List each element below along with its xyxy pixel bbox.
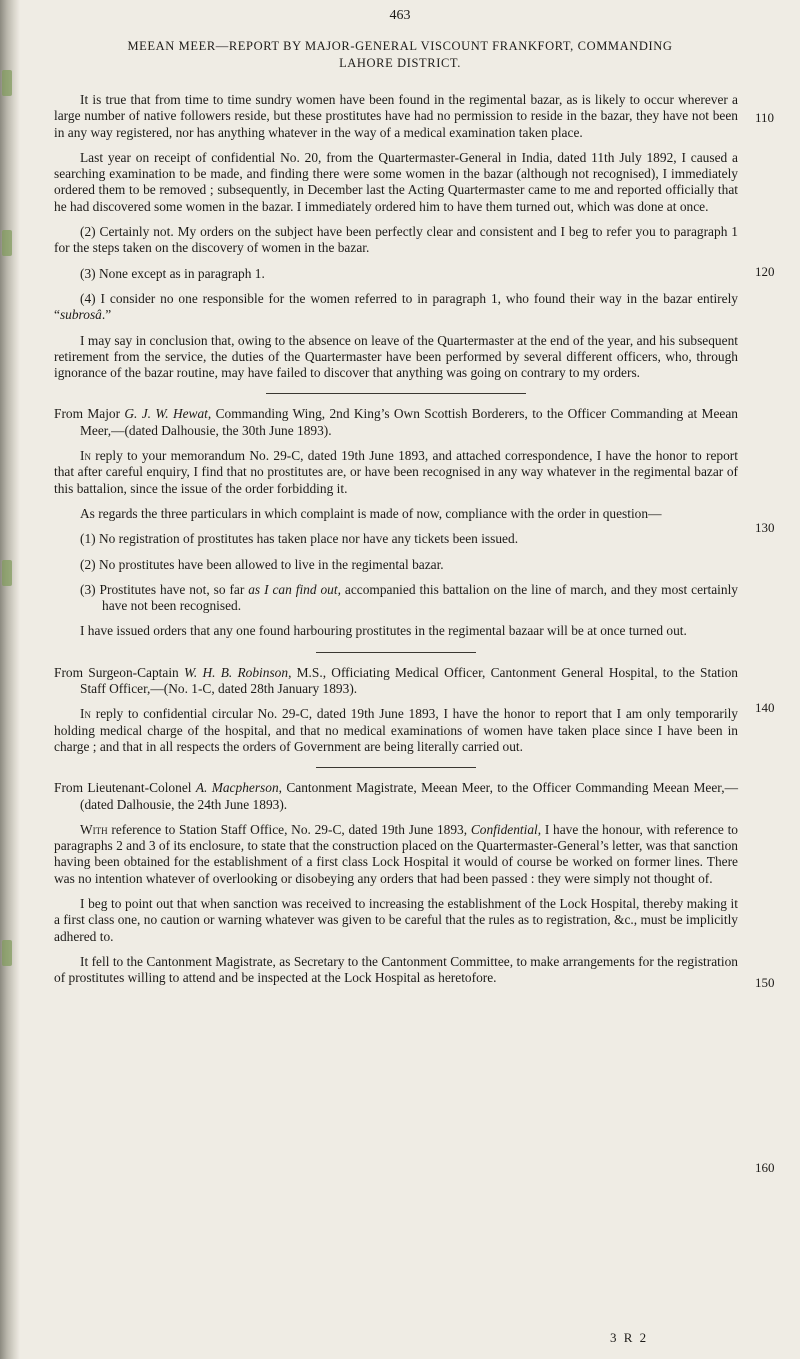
author-name: W. H. B. Robinson <box>183 664 289 680</box>
text-run: , Cantonment Magistrate, Meean Meer, to the Officer Commanding Meean Meer,—(dated Dalhousie, the 24th June 1893). <box>80 780 738 812</box>
margin-line-number: 130 <box>755 520 775 535</box>
text-run: From Lieutenant-Colonel <box>54 780 196 796</box>
text-run: .” <box>101 307 112 323</box>
paragraph <box>54 291 738 324</box>
text-run: (4) I consider no one responsible for the women referred to in paragraph 1, who found their way in the bazar entirely “ <box>54 290 738 323</box>
lead-word: In <box>80 448 91 464</box>
binding-mark <box>2 70 12 96</box>
lead-word: With <box>80 821 108 837</box>
lead-word: In <box>80 706 91 722</box>
italic-phrase: as I can find out, <box>248 581 341 597</box>
text-run: From Surgeon-Captain <box>54 664 184 680</box>
paragraph: It fell to the Cantonment Magistrate, as Secretary to the Cantonment Committee, to make arrangements for the registration of prostitutes willing to attend and be inspected at the Lock Hospital as heretofore. <box>54 953 738 986</box>
margin-line-number: 160 <box>755 1160 775 1175</box>
paragraph <box>54 822 738 887</box>
paragraph <box>54 706 738 755</box>
heading-line-2: LAHORE DISTRICT. <box>339 56 461 70</box>
binding-mark <box>2 230 12 256</box>
letter-header <box>54 406 738 439</box>
text-run: (3) Prostitutes have not, so far <box>80 581 249 597</box>
letter-header <box>54 665 738 698</box>
paragraph <box>54 448 738 497</box>
paragraph: As regards the three particulars in which complaint is made of now, compliance with the order in question— <box>80 505 662 521</box>
page-heading <box>40 38 760 72</box>
document-body <box>54 92 738 995</box>
binding-mark <box>2 940 12 966</box>
author-name: G. J. W. Hewat <box>124 406 208 422</box>
text-run: reply to confidential circular No. 29-C, dated 19th June 1893, I have the honor to report that I am only temporarily holding medical charge of the hospital, and that no medical examinations of women have taken place since I have been in charge ; and that in all respects the orders of Government are being literally carried out. <box>54 706 738 754</box>
text-run: reference to Station Staff Office, No. 29-C, dated 19th June 1893, <box>107 821 471 837</box>
paragraph: (3) None except as in paragraph 1. <box>80 265 265 281</box>
author-name: A. Macpherson <box>195 780 279 796</box>
binding-mark <box>2 560 12 586</box>
text-run: accompanied this battalion on the line of march, and they most certainly have not been recognised. <box>102 581 738 614</box>
list-item <box>54 582 738 615</box>
letter-header <box>54 780 738 813</box>
page-number: 463 <box>389 8 411 23</box>
list-item: (2) No prostitutes have been allowed to live in the regimental bazar. <box>80 556 444 572</box>
text-run: , Commanding Wing, 2nd King’s Own Scottish Borderers, to the Officer Commanding at Meean Meer,—(dated Dalhousie, the 30th June 1893). <box>80 406 738 438</box>
text-run: reply to your memorandum No. 29-C, dated 19th June 1893, and attached correspondence, I have the honor to report that after careful enquiry, I find that no prostitutes are, or have been recognised in any way whatever in the regimental bazar of this battalion, since the issue of the order forbidding it. <box>54 448 738 496</box>
text-run: , I have the honour, with reference to paragraphs 2 and 3 of its enclosure, to state that the construction placed on the Quartermaster-General’s letter, was that sanction having been obtained for the establishment of a first class Lock Hospital it would of course be worked on former lines. There was no intention whatever of overlooking or disobeying any orders that had been passed : they were simply not thought of. <box>54 821 739 886</box>
margin-line-number: 150 <box>755 975 775 990</box>
italic-term: subrosâ <box>59 307 102 323</box>
heading-line-1: MEEAN MEER—REPORT BY MAJOR-GENERAL VISCOUNT FRANKFORT, COMMANDING <box>127 39 673 53</box>
margin-line-number: 120 <box>755 264 775 279</box>
paragraph: (2) Certainly not. My orders on the subject have been perfectly clear and consistent and I beg to refer you to paragraph 1 for the steps taken on the discovery of women in the bazar. <box>54 224 738 256</box>
section-divider <box>316 767 476 768</box>
text-run: From Major <box>54 406 125 422</box>
book-binding-edge <box>0 0 20 1359</box>
section-divider <box>266 393 526 394</box>
italic-term: Confidential <box>470 821 538 837</box>
paragraph: I beg to point out that when sanction was received to increasing the establishment of the Lock Hospital, thereby making it a first class one, no caution or warning whatever was given to be careful that the rules as to registration, &c., must be implicitly adhered to. <box>54 895 738 944</box>
margin-line-number: 140 <box>755 700 775 715</box>
paragraph: It is true that from time to time sundry women have been found in the regimental bazar, as is likely to occur wherever a large number of native followers reside, but these prostitutes have had no permission to reside in the bazar, they have not been in any way registered, nor has anything whatever in the way of a medical examination taken place. <box>54 92 738 140</box>
paragraph: Last year on receipt of confidential No. 20, from the Quartermaster-General in India, dated 11th July 1892, I caused a searching examination to be made, and finding there were some women in the bazar (although not recognised), I immediately ordered them to be removed ; subsequently, in December last the Acting Quartermaster came to me and reported officially that he had discovered some women in the bazar. I immediately ordered him to have them turned out, which was done at once. <box>54 149 738 214</box>
paragraph: I have issued orders that any one found harbouring prostitutes in the regimental bazaar will be at once turned out. <box>80 623 687 639</box>
signature-mark: 3 R 2 <box>610 1330 649 1345</box>
list-item: (1) No registration of prostitutes has taken place nor have any tickets been issued. <box>80 531 519 547</box>
margin-line-number: 110 <box>755 110 775 125</box>
section-divider <box>316 652 476 653</box>
paragraph: I may say in conclusion that, owing to the absence on leave of the Quartermaster at the end of the year, and his subsequent retirement from the service, the duties of the Quartermaster have been performed by several different officers, who, through ignorance of the bazar routine, may have failed to discover that anything was going on contrary to my orders. <box>54 332 738 381</box>
text-run: , M.S., Officiating Medical Officer, Cantonment General Hospital, to the Station Staff Officer,—(No. 1-C, dated 28th January 1893). <box>80 664 738 697</box>
